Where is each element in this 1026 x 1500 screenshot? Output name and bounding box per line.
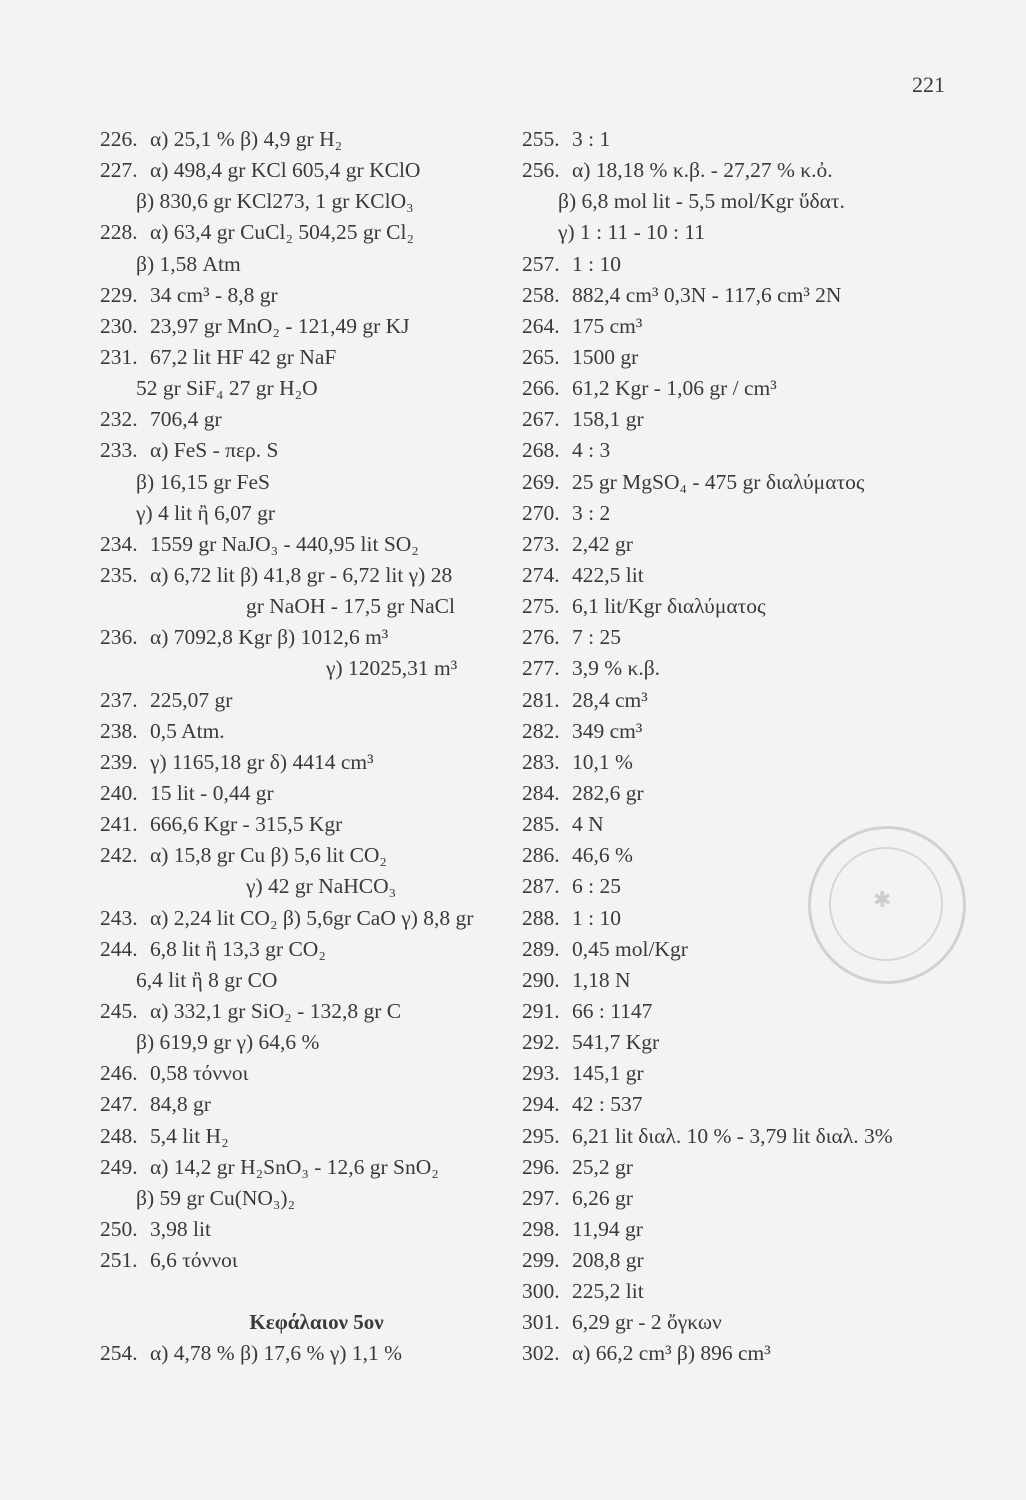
answer-text: 5,4 lit H₂	[150, 1123, 229, 1148]
answer-text: 158,1 gr	[572, 407, 644, 432]
answer-line	[100, 1245, 515, 1276]
answer-text: 42 : 537	[572, 1092, 643, 1117]
answer-number: 266.	[522, 376, 560, 401]
answer-text: α) 15,8 gr Cu β) 5,6 lit CO₂	[150, 843, 387, 868]
answer-line	[522, 653, 1002, 684]
answer-number: 286.	[522, 843, 560, 868]
answer-text: 10,1 %	[572, 749, 633, 774]
answer-line	[100, 1152, 515, 1183]
answer-text: α) 14,2 gr H₂SnO₃ - 12,6 gr SnO₂	[150, 1154, 439, 1179]
answer-number: 234.	[100, 531, 138, 556]
answer-line	[522, 217, 1002, 248]
answer-text: β) 6,8 mol lit - 5,5 mol/Kgr ὕδατ.	[558, 189, 845, 214]
answer-number: 255.	[522, 127, 560, 151]
answer-number: 297.	[522, 1185, 560, 1210]
answer-line	[100, 155, 515, 186]
answer-line	[100, 1027, 515, 1058]
answer-text: 6,26 gr	[572, 1185, 633, 1210]
answer-line	[100, 716, 515, 747]
answer-line	[100, 871, 515, 902]
answer-line	[100, 186, 515, 217]
answer-text: 3 : 2	[572, 500, 611, 525]
answer-number: 246.	[100, 1061, 138, 1086]
answer-text: 4 N	[572, 812, 604, 837]
answer-number: 300.	[522, 1279, 560, 1304]
answer-text: β) 830,6 gr KCl273, 1 gr KClO₃	[136, 189, 414, 214]
answer-line	[522, 467, 1002, 498]
answer-text: 0,5 Atm.	[150, 718, 225, 743]
answer-number: 268.	[522, 438, 560, 463]
answer-number: 301.	[522, 1310, 560, 1335]
answer-line	[100, 404, 515, 435]
answer-text: β) 59 gr Cu(NO₃)₂	[136, 1185, 296, 1210]
answer-number: 242.	[100, 843, 138, 868]
answer-line	[522, 311, 1002, 342]
answer-number: 296.	[522, 1154, 560, 1179]
answer-number: 247.	[100, 1092, 138, 1117]
answer-number: 238.	[100, 718, 138, 743]
answer-text: 1500 gr	[572, 344, 639, 369]
answer-text: 66 : 1147	[572, 998, 653, 1023]
answer-text: 541,7 Kgr	[572, 1030, 660, 1055]
answer-line	[100, 996, 515, 1027]
answer-number: 241.	[100, 812, 138, 837]
answer-number: 284.	[522, 780, 560, 805]
answer-number: 285.	[522, 812, 560, 837]
answer-number: 283.	[522, 749, 560, 774]
answer-line	[100, 778, 515, 809]
answer-line	[522, 809, 1002, 840]
answer-text: 282,6 gr	[572, 780, 644, 805]
answer-line	[522, 186, 1002, 217]
answer-number: 276.	[522, 625, 560, 650]
answer-text: 67,2 lit HF 42 gr NaF	[150, 344, 337, 369]
answer-number: 251.	[100, 1248, 138, 1273]
answer-text: β) 16,15 gr FeS	[136, 469, 270, 494]
answer-number: 230.	[100, 313, 138, 338]
answer-number: 265.	[522, 344, 560, 369]
answer-text: 666,6 Kgr - 315,5 Kgr	[150, 812, 343, 837]
answer-number: 257.	[522, 251, 560, 276]
answer-line	[522, 1027, 1002, 1058]
answer-number: 302.	[522, 1341, 560, 1366]
answer-line	[522, 716, 1002, 747]
answer-line	[100, 965, 515, 996]
answer-number: 273.	[522, 531, 560, 556]
answer-number: 267.	[522, 407, 560, 432]
answer-line	[522, 1121, 1002, 1152]
answer-number: 233.	[100, 438, 138, 463]
answer-text: 3 : 1	[572, 127, 611, 151]
answer-line	[522, 778, 1002, 809]
answer-number: 250.	[100, 1216, 138, 1241]
answer-line	[522, 1089, 1002, 1120]
answer-number: 299.	[522, 1248, 560, 1273]
answer-text: 6,21 lit διαλ. 10 % - 3,79 lit διαλ. 3%	[572, 1123, 893, 1148]
answer-text: γ) 4 lit ἢ 6,07 gr	[136, 500, 275, 525]
answer-text: 6,8 lit ἢ 13,3 gr CO₂	[150, 936, 326, 961]
answer-text: α) 25,1 % β) 4,9 gr H₂	[150, 127, 343, 151]
answer-line	[100, 1089, 515, 1120]
answer-line	[522, 747, 1002, 778]
answer-line	[100, 653, 515, 684]
answer-line	[100, 529, 515, 560]
answer-number: 298.	[522, 1216, 560, 1241]
answer-line	[522, 529, 1002, 560]
answer-number: 292.	[522, 1030, 560, 1055]
answer-text: 0,58 τόννοι	[150, 1061, 249, 1086]
answer-text: 84,8 gr	[150, 1092, 211, 1117]
answer-line	[100, 560, 515, 591]
answer-line	[100, 903, 515, 934]
answer-text: 6,1 lit/Kgr διαλύματος	[572, 594, 766, 619]
answer-text: α) 2,24 lit CO₂ β) 5,6gr CaO γ) 8,8 gr	[150, 905, 474, 930]
answer-text: γ) 1 : 11 - 10 : 11	[558, 220, 706, 245]
answer-line	[522, 404, 1002, 435]
answer-text: 4 : 3	[572, 438, 611, 463]
answer-line	[522, 1338, 1002, 1369]
answer-number: 254.	[100, 1341, 138, 1366]
answer-number: 243.	[100, 905, 138, 930]
answer-text: 3,9 % κ.β.	[572, 656, 661, 681]
answer-text: 3,98 lit	[150, 1216, 211, 1241]
answer-text: 25,2 gr	[572, 1154, 633, 1179]
answer-number: 264.	[522, 313, 560, 338]
answer-text: 1,18 N	[572, 967, 631, 992]
answer-number: 244.	[100, 936, 138, 961]
answer-line	[100, 622, 515, 653]
answer-text: 34 cm³ - 8,8 gr	[150, 282, 278, 307]
answer-line	[522, 280, 1002, 311]
answer-number: 281.	[522, 687, 560, 712]
answer-number: 287.	[522, 874, 560, 899]
answer-line	[100, 124, 515, 155]
answer-number: 239.	[100, 749, 138, 774]
answer-number: 237.	[100, 687, 138, 712]
answer-number: 293.	[522, 1061, 560, 1086]
answer-text: 11,94 gr	[572, 1216, 643, 1241]
answer-number: 232.	[100, 407, 138, 432]
answer-line	[100, 280, 515, 311]
answer-text: 2,42 gr	[572, 531, 633, 556]
answer-line	[522, 996, 1002, 1027]
answer-text: 25 gr MgSO₄ - 475 gr διαλύματος	[572, 469, 865, 494]
answer-line	[522, 1183, 1002, 1214]
answer-text: 7 : 25	[572, 625, 621, 650]
answer-line	[100, 1121, 515, 1152]
answer-text: 6,6 τόννοι	[150, 1248, 238, 1273]
answer-number: 291.	[522, 998, 560, 1023]
star-icon: ✱	[873, 887, 892, 912]
answer-text: α) 4,78 % β) 17,6 % γ) 1,1 %	[150, 1341, 403, 1366]
answer-line	[100, 1214, 515, 1245]
answer-text: 1 : 10	[572, 905, 621, 930]
answer-number: 277.	[522, 656, 560, 681]
answer-line	[522, 249, 1002, 280]
answer-line	[100, 311, 515, 342]
answer-text: γ) 1165,18 gr δ) 4414 cm³	[150, 749, 374, 774]
answer-line	[100, 747, 515, 778]
answer-text: 23,97 gr MnO₂ - 121,49 gr KJ	[150, 313, 410, 338]
answer-text: 6,29 gr - 2 ὄγκων	[572, 1310, 722, 1335]
answer-line	[100, 685, 515, 716]
answer-number: 240.	[100, 780, 138, 805]
answer-line	[100, 934, 515, 965]
blank-line	[100, 1276, 515, 1307]
library-stamp	[808, 826, 966, 984]
answer-line	[522, 342, 1002, 373]
answer-line	[522, 560, 1002, 591]
answer-text: 28,4 cm³	[572, 687, 648, 712]
answer-number: 236.	[100, 625, 138, 650]
answer-text: γ) 12025,31 m³	[326, 656, 458, 681]
answer-number: 248.	[100, 1123, 138, 1148]
answer-line	[100, 498, 515, 529]
answer-line	[100, 342, 515, 373]
answer-number: 282.	[522, 718, 560, 743]
answer-line	[100, 373, 515, 404]
answer-text: β) 619,9 gr γ) 64,6 %	[136, 1030, 320, 1055]
answer-text: α) 18,18 % κ.β. - 27,27 % κ.ὀ.	[572, 158, 833, 183]
answer-text: 61,2 Kgr - 1,06 gr / cm³	[572, 376, 777, 401]
answer-text: 0,45 mol/Kgr	[572, 936, 688, 961]
answer-line	[100, 1338, 515, 1369]
answer-number: 274.	[522, 562, 560, 587]
answer-number: 275.	[522, 594, 560, 619]
answer-line	[522, 1152, 1002, 1183]
answer-text: α) 63,4 gr CuCl₂ 504,25 gr Cl₂	[150, 220, 414, 245]
answer-text: 706,4 gr	[150, 407, 222, 432]
answer-number: 270.	[522, 500, 560, 525]
answer-text: α) 66,2 cm³ β) 896 cm³	[572, 1341, 771, 1366]
answer-line	[522, 373, 1002, 404]
answer-number: 290.	[522, 967, 560, 992]
answer-text: 208,8 gr	[572, 1248, 644, 1273]
answer-line	[522, 622, 1002, 653]
answer-number: 226.	[100, 127, 138, 151]
answer-text: 225,07 gr	[150, 687, 233, 712]
answer-number: 231.	[100, 344, 138, 369]
answer-line	[522, 1276, 1002, 1307]
answer-number: 249.	[100, 1154, 138, 1179]
answer-number: 235.	[100, 562, 138, 587]
answer-number: 294.	[522, 1092, 560, 1117]
answer-line	[522, 1058, 1002, 1089]
answer-line	[522, 685, 1002, 716]
answer-line	[100, 809, 515, 840]
answer-text: 175 cm³	[572, 313, 643, 338]
answer-text: α) 6,72 lit β) 41,8 gr - 6,72 lit γ) 28	[150, 562, 453, 587]
answer-number: 288.	[522, 905, 560, 930]
answer-text: 882,4 cm³ 0,3N - 117,6 cm³ 2N	[572, 282, 842, 307]
answer-line	[522, 435, 1002, 466]
answers-column-left	[100, 124, 515, 1369]
page-number: 221	[912, 72, 945, 97]
answer-text: α) 332,1 gr SiO₂ - 132,8 gr C	[150, 998, 402, 1023]
answer-line	[522, 155, 1002, 186]
answer-line	[100, 435, 515, 466]
answer-text: gr NaOH - 17,5 gr NaCl	[246, 594, 455, 619]
answer-line	[100, 217, 515, 248]
answer-line	[522, 498, 1002, 529]
answer-number: 228.	[100, 220, 138, 245]
answer-text: α) 498,4 gr KCl 605,4 gr KClO	[150, 158, 421, 183]
answer-line	[100, 1183, 515, 1214]
answers-column-right	[522, 124, 1002, 1370]
answer-number: 245.	[100, 998, 138, 1023]
answer-line	[522, 591, 1002, 622]
answer-line	[522, 1214, 1002, 1245]
answer-text: 6 : 25	[572, 874, 621, 899]
answer-number: 295.	[522, 1123, 560, 1148]
answer-line	[522, 1307, 1002, 1338]
answer-text: γ) 42 gr NaHCO₃	[246, 874, 397, 899]
answer-text: 1 : 10	[572, 251, 621, 276]
answer-number: 227.	[100, 158, 138, 183]
answer-text: 6,4 lit ἢ 8 gr CO	[136, 967, 278, 992]
answer-text: 52 gr SiF₄ 27 gr H₂O	[136, 376, 318, 401]
answer-text: 1559 gr NaJO₃ - 440,95 lit SO₂	[150, 531, 419, 556]
answer-text: 349 cm³	[572, 718, 643, 743]
answer-line	[100, 1058, 515, 1089]
answer-text: α) FeS - περ. S	[150, 438, 279, 463]
answer-number: 269.	[522, 469, 560, 494]
answer-text: α) 7092,8 Kgr β) 1012,6 m³	[150, 625, 389, 650]
answer-number: 289.	[522, 936, 560, 961]
answer-line	[100, 840, 515, 871]
answer-line	[522, 1245, 1002, 1276]
answer-number: 256.	[522, 158, 560, 183]
answer-text: 46,6 %	[572, 843, 633, 868]
answer-number: 258.	[522, 282, 560, 307]
answer-line	[100, 591, 515, 622]
answer-text: β) 1,58 Atm	[136, 251, 241, 276]
answer-text: 422,5 lit	[572, 562, 644, 587]
chapter-heading: Κεφάλαιον 5ον	[249, 1310, 384, 1335]
answer-line	[100, 467, 515, 498]
answer-text: 225,2 lit	[572, 1279, 644, 1304]
answer-number: 229.	[100, 282, 138, 307]
answer-line	[522, 124, 1002, 155]
answer-text: 15 lit - 0,44 gr	[150, 780, 274, 805]
answer-line	[100, 249, 515, 280]
answer-text: 145,1 gr	[572, 1061, 644, 1086]
